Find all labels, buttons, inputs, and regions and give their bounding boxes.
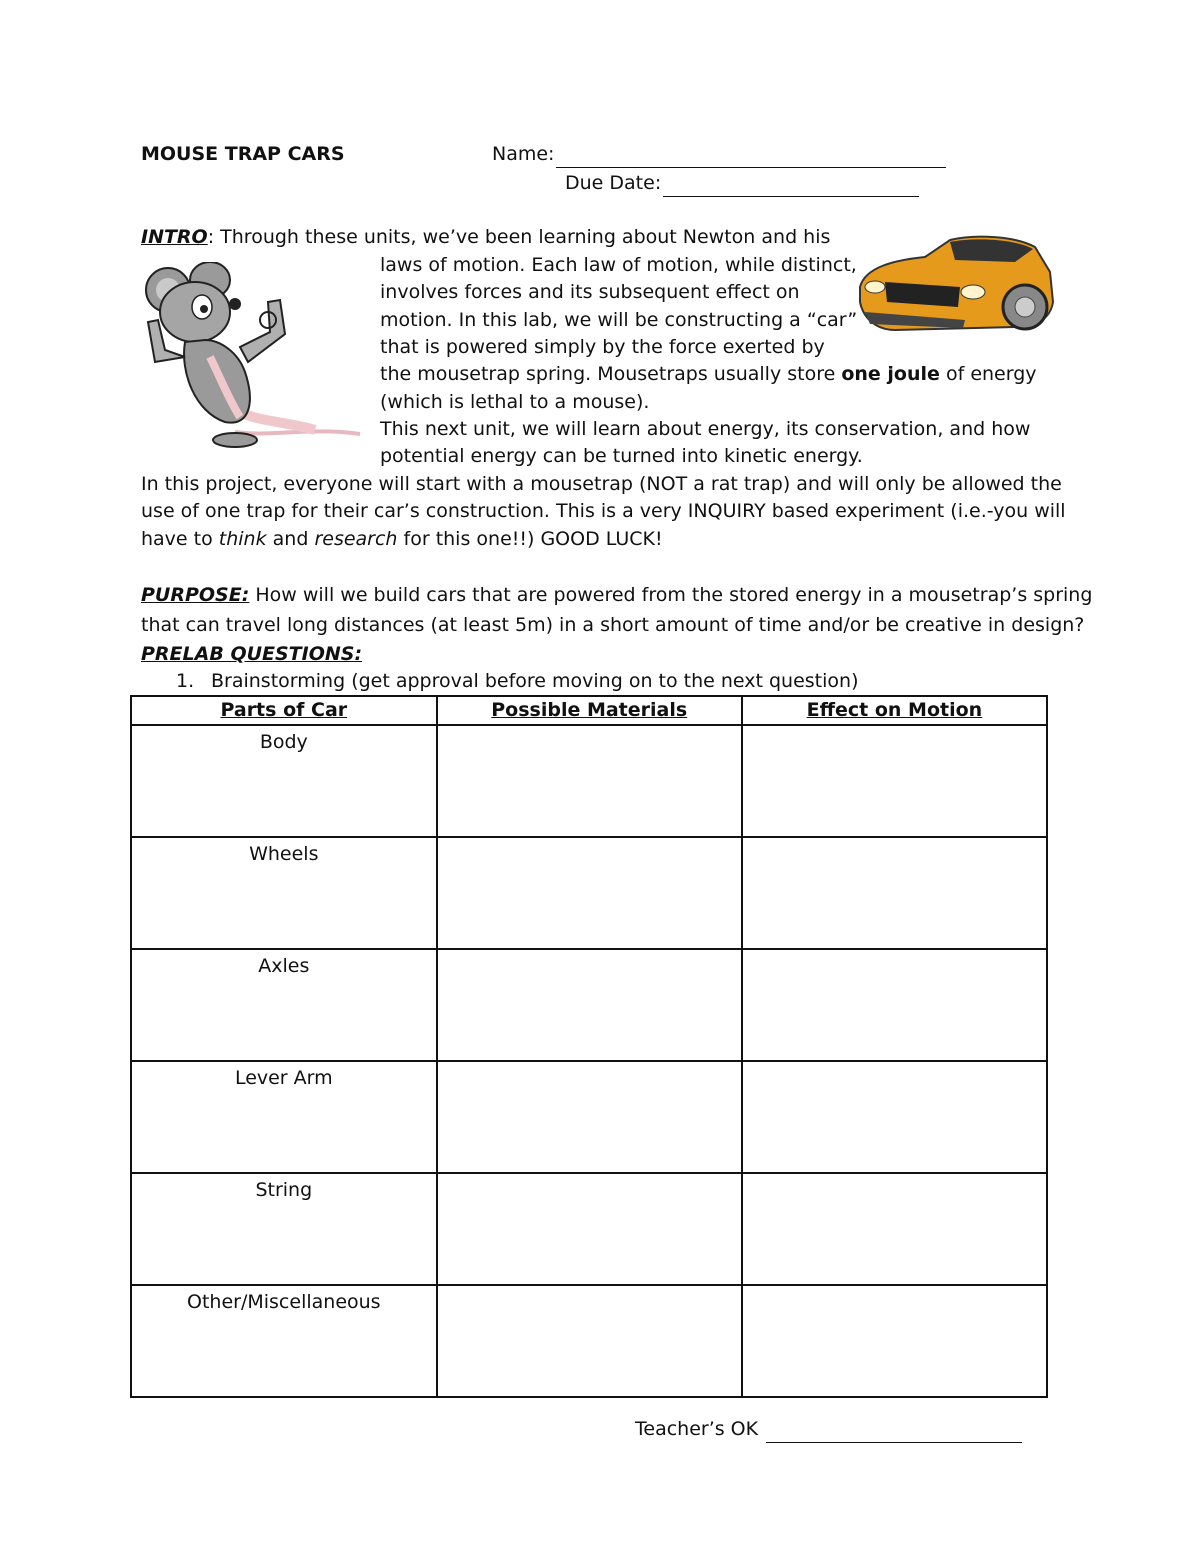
- name-field[interactable]: [492, 141, 946, 168]
- materials-cell[interactable]: [437, 1061, 742, 1173]
- intro-heading: INTRO: [141, 226, 208, 248]
- purpose-line-1: How will we build cars that are powered from the stored energy in a mousetrap’s spring: [249, 584, 1093, 606]
- intro-line-9: potential energy can be turned into kinetic energy.: [380, 445, 863, 467]
- header-possible-materials: Possible Materials: [437, 696, 742, 725]
- car-wheel-hub: [1015, 297, 1035, 317]
- effect-cell[interactable]: [742, 725, 1047, 837]
- mouse-feet: [213, 433, 257, 447]
- car-headlight-left: [865, 281, 885, 293]
- materials-cell[interactable]: [437, 1285, 742, 1397]
- intro-line-6c: of energy: [939, 363, 1037, 385]
- research-emphasis: research: [314, 528, 398, 550]
- purpose-heading: PURPOSE:: [141, 584, 250, 606]
- teacher-ok-label: Teacher’s OK: [635, 1418, 759, 1440]
- mouse-tail-base: [240, 412, 315, 430]
- header-parts-of-car: Parts of Car: [131, 696, 437, 725]
- think-emphasis: think: [218, 528, 267, 550]
- row-label-lever-arm: Lever Arm: [131, 1061, 437, 1173]
- intro-line-10: In this project, everyone will start with a mousetrap (NOT a rat trap) and will only be allowed the: [141, 473, 1062, 495]
- row-label-axles: Axles: [131, 949, 437, 1061]
- due-date-label: Due Date:: [565, 172, 662, 194]
- intro-line-12: [141, 526, 663, 553]
- table-row: [131, 1173, 1047, 1285]
- prelab-question-1-number: 1.: [176, 670, 195, 692]
- intro-line-7: (which is lethal to a mouse).: [380, 391, 650, 413]
- materials-cell[interactable]: [437, 837, 742, 949]
- intro-line-6a: the mousetrap spring. Mousetraps usually store: [380, 363, 842, 385]
- mouse-pupil: [200, 305, 208, 313]
- row-label-wheels: Wheels: [131, 837, 437, 949]
- header-effect-on-motion: Effect on Motion: [742, 696, 1047, 725]
- effect-cell[interactable]: [742, 1061, 1047, 1173]
- one-joule-emphasis: one joule: [841, 363, 940, 385]
- prelab-question-1-text: Brainstorming (get approval before moving on to the next question): [211, 670, 859, 692]
- intro-line-2: laws of motion. Each law of motion, while distinct,: [380, 254, 857, 276]
- teacher-ok-field[interactable]: [635, 1416, 1022, 1443]
- table-row: [131, 837, 1047, 949]
- name-blank-line[interactable]: [556, 149, 946, 168]
- prelab-heading: PRELAB QUESTIONS:: [141, 643, 363, 665]
- row-label-other: Other/Miscellaneous: [131, 1285, 437, 1397]
- cartoon-mouse-illustration: [140, 262, 365, 452]
- table-row: [131, 949, 1047, 1061]
- materials-cell[interactable]: [437, 949, 742, 1061]
- intro-line-6: [380, 361, 1037, 388]
- table-row: [131, 1285, 1047, 1397]
- table-row: [131, 1061, 1047, 1173]
- intro-first-line: [141, 224, 830, 251]
- brainstorming-table: [130, 695, 1048, 1398]
- table-header-row: [131, 696, 1047, 725]
- effect-cell[interactable]: [742, 1173, 1047, 1285]
- row-label-body: Body: [131, 725, 437, 837]
- name-label: Name:: [492, 143, 555, 165]
- intro-line-12a: have to: [141, 528, 219, 550]
- worksheet-title: MOUSE TRAP CARS: [141, 143, 345, 165]
- intro-line-1: : Through these units, we’ve been learning about Newton and his: [207, 226, 831, 248]
- due-date-blank-line[interactable]: [663, 178, 919, 197]
- effect-cell[interactable]: [742, 1285, 1047, 1397]
- car-headlight-right: [961, 285, 985, 299]
- effect-cell[interactable]: [742, 949, 1047, 1061]
- intro-line-5: that is powered simply by the force exerted by: [380, 336, 825, 358]
- teacher-ok-blank-line[interactable]: [766, 1424, 1022, 1443]
- intro-line-12c: and: [266, 528, 315, 550]
- intro-line-12e: for this one!!) GOOD LUCK!: [397, 528, 663, 550]
- materials-cell[interactable]: [437, 1173, 742, 1285]
- due-date-field[interactable]: [565, 170, 919, 197]
- sports-car-illustration: [855, 232, 1055, 337]
- mouse-right-arm: [240, 300, 285, 362]
- intro-line-3: involves forces and its subsequent effect on: [380, 281, 800, 303]
- purpose-first-line: [141, 582, 1092, 609]
- effect-cell[interactable]: [742, 837, 1047, 949]
- table-row: [131, 725, 1047, 837]
- materials-cell[interactable]: [437, 725, 742, 837]
- mouse-nose: [229, 298, 241, 310]
- purpose-line-2: that can travel long distances (at least 5m) in a short amount of time and/or be creative in design?: [141, 614, 1085, 636]
- intro-line-11: use of one trap for their car’s construction. This is a very INQUIRY based experiment (i.e.-you will: [141, 500, 1066, 522]
- row-label-string: String: [131, 1173, 437, 1285]
- intro-line-4: motion. In this lab, we will be constructing a “car”: [380, 309, 858, 331]
- intro-line-8: This next unit, we will learn about energy, its conservation, and how: [380, 418, 1031, 440]
- mouse-tail: [235, 431, 360, 434]
